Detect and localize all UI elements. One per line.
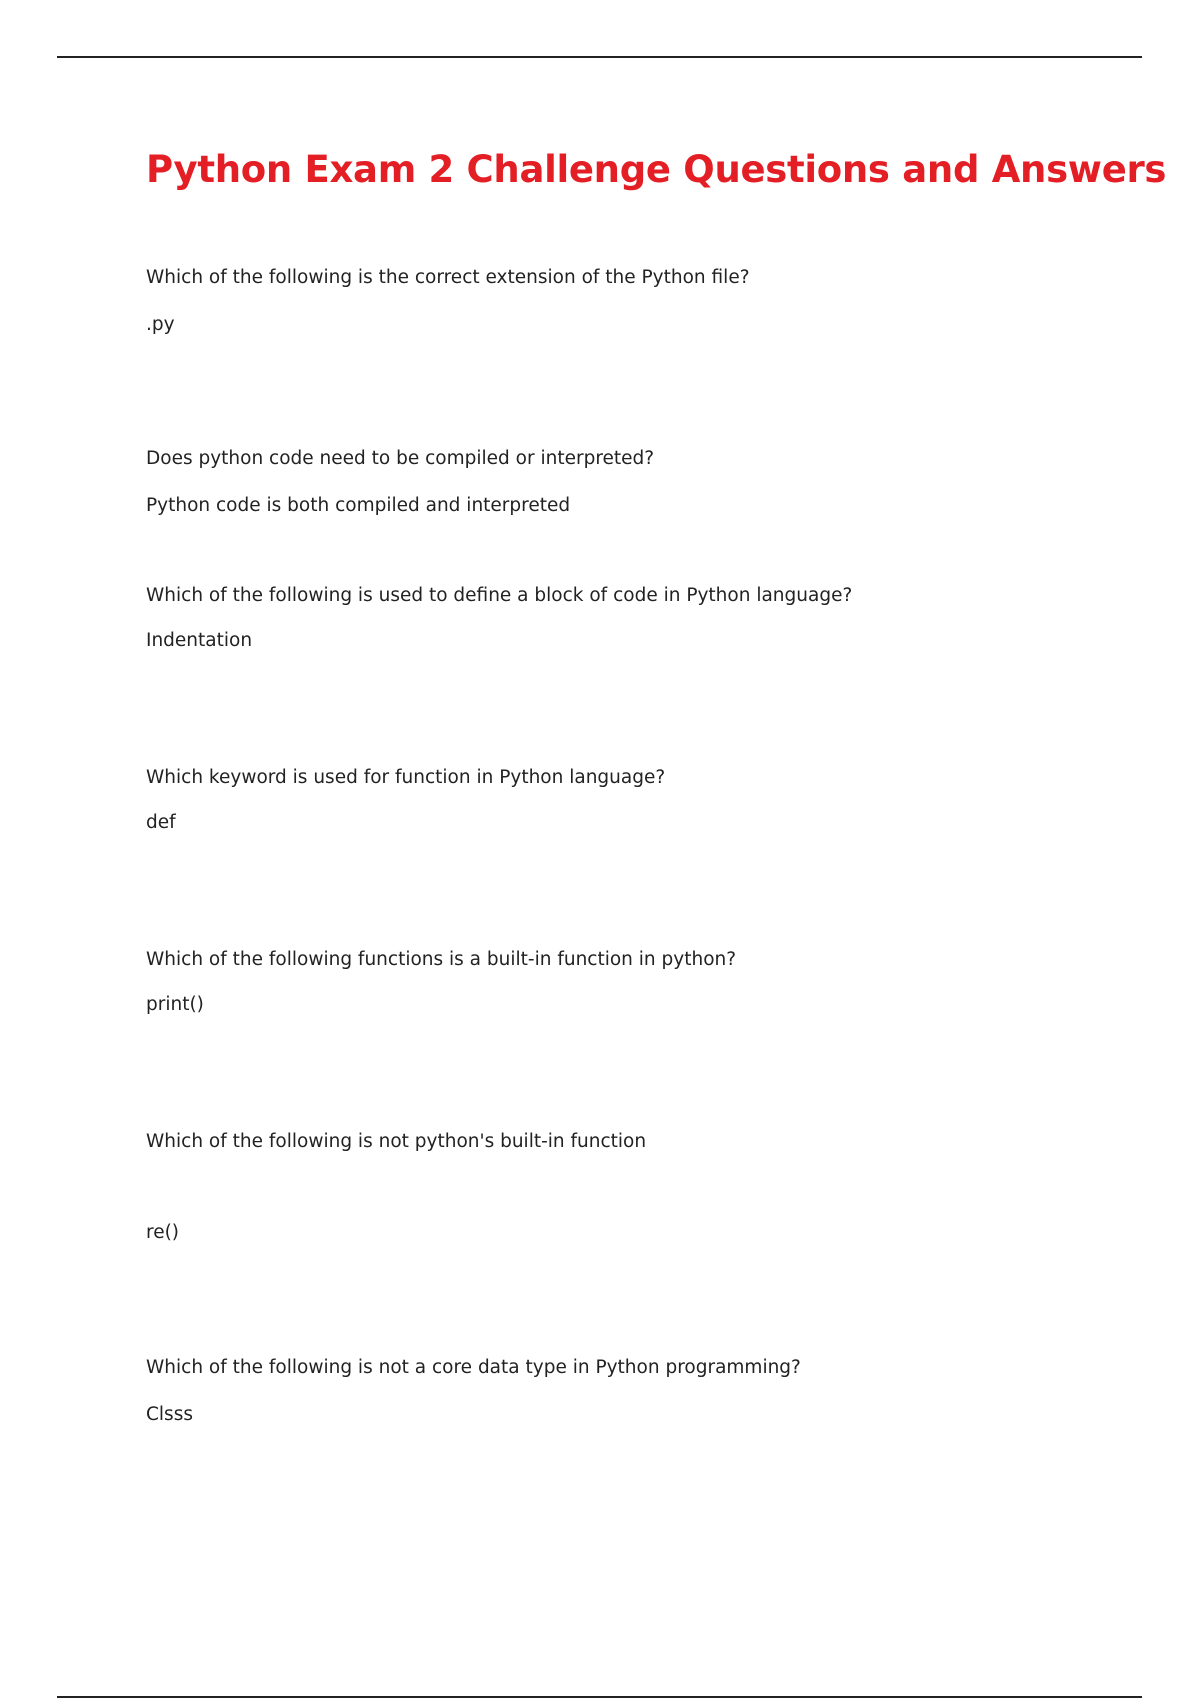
question-4: Which keyword is used for function in Python language? [146,767,666,788]
document-title: Python Exam 2 Challenge Questions and Answers [146,148,1167,191]
question-7: Which of the following is not a core data type in Python programming? [146,1357,801,1378]
question-1: Which of the following is the correct extension of the Python file? [146,267,750,288]
question-5: Which of the following functions is a built-in function in python? [146,949,737,970]
question-3: Which of the following is used to define a block of code in Python language? [146,585,853,606]
header-rule [57,56,1142,58]
answer-6: re() [146,1222,180,1243]
answer-7: Clsss [146,1404,193,1425]
answer-2: Python code is both compiled and interpreted [146,495,571,516]
question-6: Which of the following is not python's built-in function [146,1131,647,1152]
footer-rule [57,1696,1142,1698]
answer-1: .py [146,314,175,335]
answer-3: Indentation [146,630,253,651]
question-2: Does python code need to be compiled or interpreted? [146,448,655,469]
answer-5: print() [146,994,204,1015]
answer-4: def [146,812,176,833]
